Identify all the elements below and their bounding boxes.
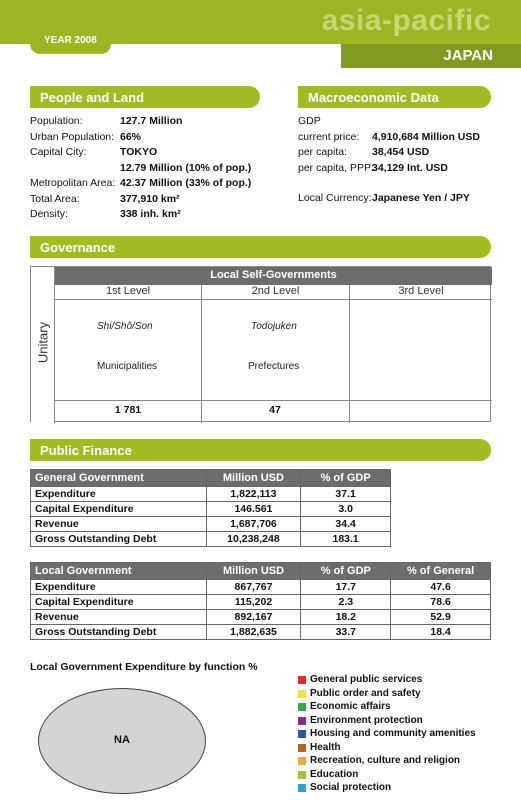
people-row-value: 12.79 Million (10% of pop.) <box>120 161 252 174</box>
row-value: 37.1 <box>301 487 391 502</box>
general-header-1: General Government <box>31 470 207 487</box>
country-title: JAPAN <box>341 44 521 68</box>
macro-row-label: current price: <box>298 130 360 143</box>
row-value: 3.0 <box>301 502 391 517</box>
general-government-table <box>30 469 391 547</box>
level-1-label: 1st Level <box>55 285 201 300</box>
legend-label: Economic affairs <box>310 701 391 712</box>
table-row <box>31 532 391 547</box>
legend-label: Environment protection <box>310 714 423 726</box>
row-value: 17.7 <box>301 580 391 595</box>
people-row-value: 338 inh. km² <box>120 208 181 220</box>
local-header-4: % of General <box>391 563 491 580</box>
macro-row-value: 38,454 USD <box>372 146 430 158</box>
row-value: 47.6 <box>391 580 491 595</box>
legend-swatch <box>298 771 306 779</box>
row-value: 18.2 <box>301 610 391 625</box>
legend-label: Housing and community amenities <box>310 728 476 739</box>
macro-row-value: 4,910,684 Million USD <box>372 130 480 143</box>
currency-value: Japanese Yen / JPY <box>372 192 470 204</box>
macro-row <box>298 145 498 160</box>
unitary-text: Unitary <box>35 321 51 364</box>
macro-row-label: per capita: <box>298 146 348 158</box>
table-row <box>31 487 391 502</box>
row-value: 1,882,635 <box>206 625 301 640</box>
local-header-1: Local Government <box>31 563 207 580</box>
macroeconomic-heading: Macroeconomic Data <box>298 86 491 108</box>
people-row-label: Capital City: <box>30 146 87 158</box>
row-value: 1,687,706 <box>206 517 301 532</box>
legend-label: Recreation, culture and religion <box>310 755 461 766</box>
level-1-count: 1 781 <box>114 404 142 416</box>
row-label: Gross Outstanding Debt <box>31 625 207 640</box>
column-divider-2 <box>349 300 350 423</box>
legend-label: Health <box>310 741 341 753</box>
table-row <box>31 595 491 610</box>
level-2-name: Todojuken <box>251 321 297 332</box>
row-value: 33.7 <box>301 625 391 640</box>
legend-swatch <box>298 744 306 752</box>
legend-swatch <box>298 757 306 765</box>
region-title: asia-pacific <box>321 4 491 37</box>
legend-swatch <box>298 703 306 711</box>
row-value: 146.561 <box>206 502 301 517</box>
people-row-value: 66% <box>120 130 142 143</box>
row-label: Revenue <box>31 610 207 625</box>
people-row <box>30 114 290 129</box>
row-label: Gross Outstanding Debt <box>31 532 207 547</box>
row-value: 10,238,248 <box>206 532 301 547</box>
row-value: 1,822,113 <box>206 487 301 502</box>
people-row-label: Total Area: <box>30 192 80 205</box>
local-header-3: % of GDP <box>301 563 391 580</box>
row-label: Revenue <box>31 517 207 532</box>
general-header-3: % of GDP <box>301 470 391 487</box>
general-header-2: Million USD <box>206 470 301 487</box>
gdp-label: GDP <box>298 115 321 127</box>
row-value: 78.6 <box>391 595 491 610</box>
year-tab: YEAR 2008 <box>30 30 111 54</box>
pie-na-label: NA <box>114 734 130 746</box>
row-value: 892,167 <box>206 610 301 625</box>
legend-swatch <box>298 784 306 792</box>
row-value: 867,767 <box>206 580 301 595</box>
row-label: Capital Expenditure <box>31 502 207 517</box>
row-value: 34.4 <box>301 517 391 532</box>
people-row <box>30 192 290 207</box>
governance-table <box>30 266 491 422</box>
row-value: 18.4 <box>391 625 491 640</box>
people-row <box>30 145 290 160</box>
people-row <box>30 176 290 191</box>
currency-row <box>298 191 498 206</box>
level-3-label: 3rd Level <box>349 285 492 300</box>
page-header <box>0 0 521 70</box>
currency-label: Local Currency: <box>298 192 372 204</box>
people-row <box>30 130 290 145</box>
table-row <box>31 610 491 625</box>
level-1-name: Shi/Shô/Son <box>97 321 153 332</box>
local-header-2: Million USD <box>206 563 301 580</box>
people-row-label: Population: <box>30 115 83 127</box>
people-row-label: Metropolitan Area: <box>30 177 116 189</box>
unitary-side-label <box>31 267 55 423</box>
people-row-value: 127.7 Million <box>120 115 183 127</box>
row-label: Expenditure <box>31 487 207 502</box>
level-1-desc: Municipalities <box>97 361 158 372</box>
expenditure-chart-title: Local Government Expenditure by function % <box>30 661 258 673</box>
row-value: 183.1 <box>301 532 391 547</box>
people-land-heading: People and Land <box>30 86 260 108</box>
row-value: 52.9 <box>391 610 491 625</box>
macro-row-value: 34,129 Int. USD <box>372 161 448 174</box>
people-row-value: 42.37 Million (33% of pop.) <box>120 177 252 189</box>
table-row <box>31 625 491 640</box>
table-row <box>31 580 491 595</box>
people-row-label: Density: <box>30 208 68 220</box>
legend-label: Public order and safety <box>310 687 421 699</box>
governance-heading: Governance <box>30 236 491 258</box>
macro-row <box>298 130 498 145</box>
level-2-count: 47 <box>269 404 281 416</box>
governance-header: Local Self-Governments <box>55 267 492 285</box>
public-finance-heading: Public Finance <box>30 439 491 461</box>
level-2-label: 2nd Level <box>201 285 349 300</box>
local-government-table <box>30 562 491 640</box>
people-row <box>30 161 290 176</box>
legend-swatch <box>298 690 306 698</box>
people-row-label: Urban Population: <box>30 130 115 143</box>
legend-swatch <box>298 717 306 725</box>
macro-row <box>298 161 498 176</box>
macro-row-label: per capita, PPP: <box>298 161 374 174</box>
row-value: 115,202 <box>206 595 301 610</box>
legend-label: Education <box>310 768 359 780</box>
legend-label: Social protection <box>310 782 392 793</box>
table-row <box>31 502 391 517</box>
count-row-rule <box>55 400 492 401</box>
legend-swatch <box>298 676 306 684</box>
people-row-value: 377,910 km² <box>120 192 180 205</box>
row-label: Capital Expenditure <box>31 595 207 610</box>
level-2-desc: Prefectures <box>248 361 300 372</box>
table-row <box>31 517 391 532</box>
row-value: 2.3 <box>301 595 391 610</box>
legend-label: General public services <box>310 674 423 685</box>
people-row <box>30 207 290 222</box>
row-label: Expenditure <box>31 580 207 595</box>
legend-swatch <box>298 730 306 738</box>
people-row-value: TOKYO <box>120 146 158 158</box>
